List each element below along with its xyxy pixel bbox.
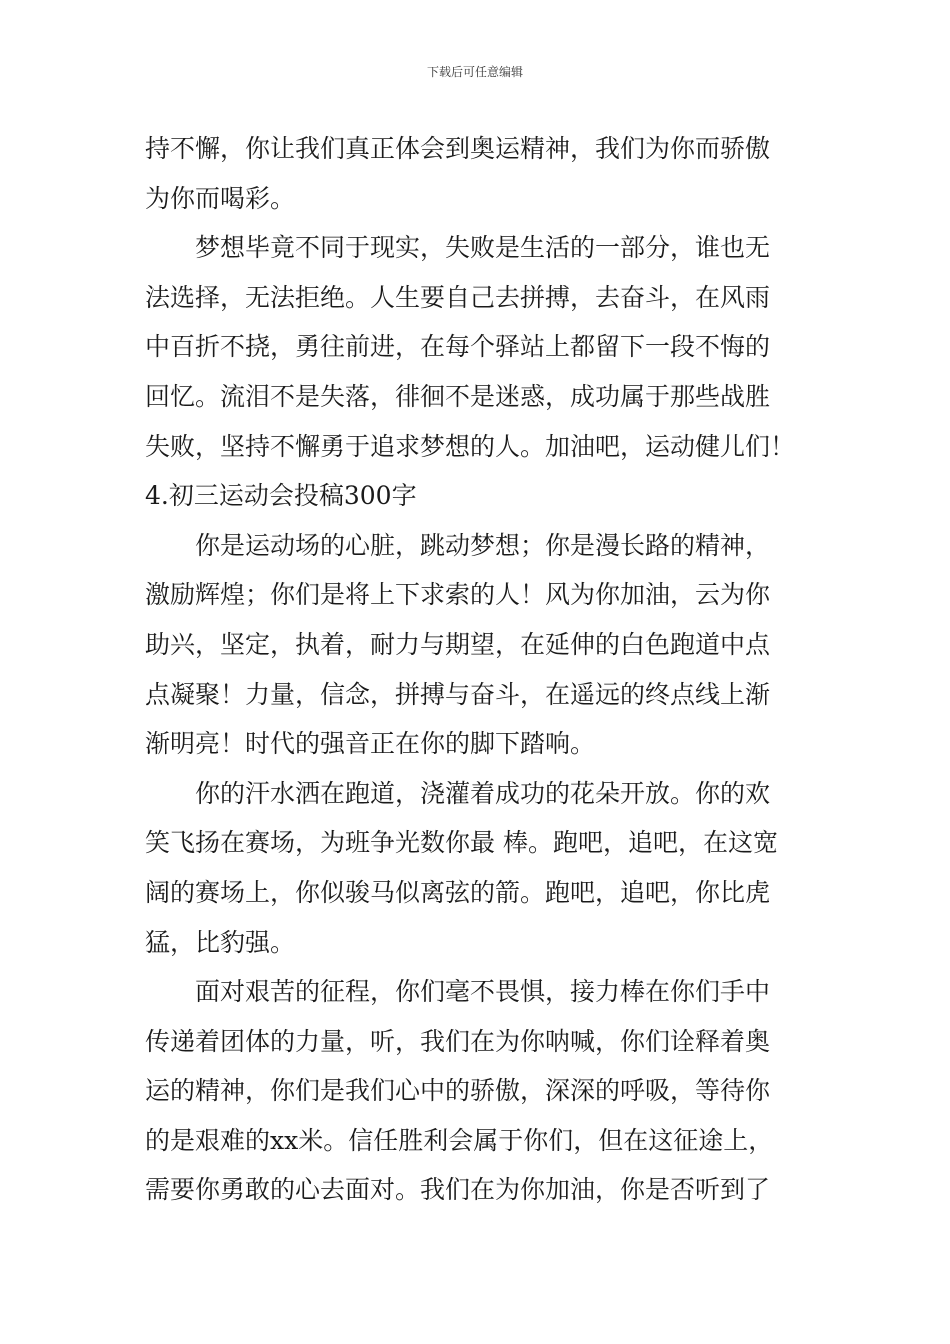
text-line: 的是艰难的xx米。信任胜利会属于你们，但在这征途上，	[145, 1125, 774, 1155]
text-line: 你是运动场的心脏，跳动梦想；你是漫长路的精神，	[195, 530, 771, 560]
text-line: 持不懈，你让我们真正体会到奥运精神，我们为你而骄傲	[145, 134, 771, 163]
text-line: 面对艰苦的征程，你们毫不畏惧，接力棒在你们手中	[195, 977, 771, 1007]
text-line: 为你而喝彩。	[145, 183, 296, 213]
text-line: 运的精神，你们是我们心中的骄傲，深深的呼吸，等待你	[145, 1076, 771, 1106]
text-line: 助兴，坚定，执着，耐力与期望，在延伸的白色跑道中点	[145, 629, 771, 659]
text-line: 点凝聚！力量，信念，拼搏与奋斗，在遥远的终点线上渐	[145, 679, 771, 709]
text-line: 激励辉煌；你们是将上下求索的人！风为你加油，云为你	[145, 580, 771, 610]
text-line: 梦想毕竟不同于现实，失败是生活的一部分，谁也无	[195, 233, 771, 263]
text-line: 中百折不挠，勇往前进，在每个驿站上都留下一段不悔的	[145, 332, 771, 362]
page-header: 下载后可任意编辑	[426, 65, 523, 79]
text-line: 法选择，无法拒绝。人生要自己去拼搏，去奋斗，在风雨	[145, 282, 771, 312]
text-line: 失败，坚持不懈勇于追求梦想的人。加油吧，运动健儿们！	[145, 431, 796, 461]
text-line: 你的汗水洒在跑道，浇灌着成功的花朵开放。你的欢	[195, 778, 771, 808]
text-line: 猛，比豹强。	[145, 927, 296, 957]
document-body	[145, 124, 810, 1215]
text-line: 需要你勇敢的心去面对。我们在为你加油，你是否听到了	[145, 1175, 771, 1205]
text-line: 渐明亮！时代的强音正在你的脚下踏响。	[145, 729, 596, 759]
text-line: 阔的赛场上，你似骏马似离弦的箭。跑吧，追吧，你比虎	[145, 877, 771, 907]
text-line: 回忆。流泪不是失落，徘徊不是迷惑，成功属于那些战胜	[145, 381, 771, 411]
text-line: 4.初三运动会投稿300字	[145, 481, 417, 511]
text-line: 传递着团体的力量，听，我们在为你呐喊，你们诠释着奥	[145, 1026, 771, 1056]
text-line: 笑飞扬在赛场，为班争光数你最 棒。跑吧，追吧，在这宽	[145, 828, 778, 858]
